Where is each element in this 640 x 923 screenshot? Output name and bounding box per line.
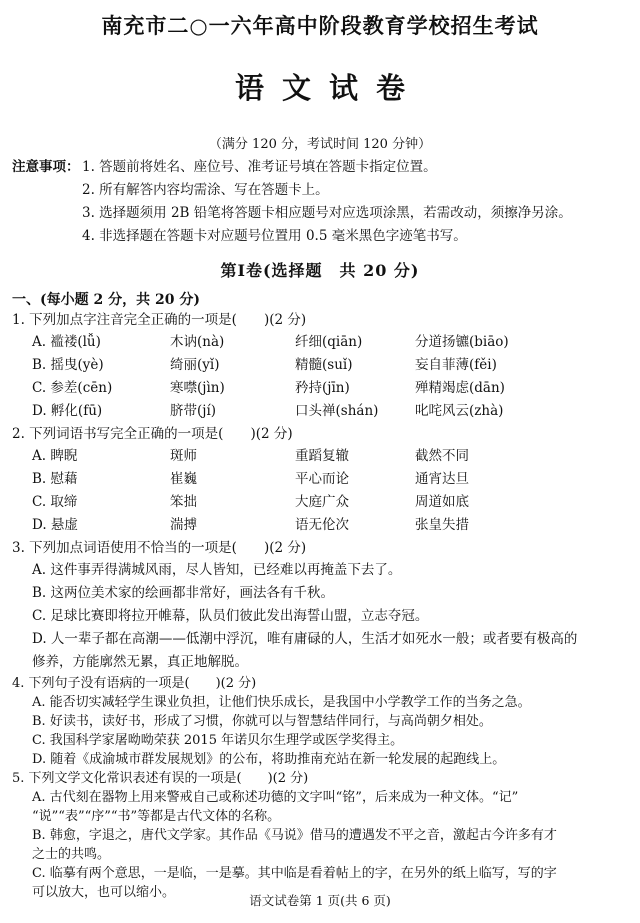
option-cell: 重蹈复辙: [295, 448, 349, 464]
question-5-stem: 5. 下列文学文化常识表述有误的一项是( )(2 分): [12, 771, 309, 786]
option-cell: 绮丽(yǐ): [170, 357, 220, 373]
option-cell: 叱咤风云(zhà): [415, 403, 504, 419]
question-5-option-c-cont: 可以放大，也可以缩小。: [32, 885, 176, 900]
question-4-option-c: C. 我国科学家屠呦呦荣获 2015 年诺贝尔生理学或医学奖得主。: [32, 733, 404, 748]
notice-item: 3. 选择题须用 2B 铅笔将答题卡相应题号对应选项涂黑，若需改动，须擦净另涂。: [82, 205, 572, 221]
question-1-options: [12, 331, 628, 423]
option-cell: 精髓(suǐ): [295, 357, 353, 373]
question-4-option-b: B. 好读书，读好书，形成了习惯，你就可以与智慧结伴同行，与高尚朝夕相处。: [32, 714, 492, 729]
option-cell: 张皇失措: [415, 517, 469, 533]
question-5-option-a-cont: “说”“表”“序”“书”等都是古代文体的名称。: [32, 809, 281, 824]
question-5-option-a: A. 古代刻在器物上用来警戒自己或称述功德的文字叫“铭”，后来成为一种文体。“记”: [32, 790, 519, 805]
option-cell: 脐带(jí): [170, 403, 217, 419]
question-3-option-c: C. 足球比赛即将拉开帷幕，队员们彼此发出海誓山盟，立志夺冠。: [32, 608, 429, 624]
option-cell: 殚精竭虑(dān): [415, 380, 505, 396]
question-1-stem: 1. 下列加点字注音完全正确的一项是( )(2 分): [12, 312, 307, 328]
option-cell: C. 参差(cēn): [32, 380, 113, 396]
option-cell: 木讷(nà): [170, 334, 225, 350]
question-3-option-a: A. 这件事弄得满城风雨，尽人皆知，已经难以再掩盖下去了。: [32, 562, 402, 578]
option-cell: 崔巍: [170, 471, 197, 487]
question-2-stem: 2. 下列词语书写完全正确的一项是( )(2 分): [12, 426, 293, 442]
notice-block: [12, 156, 628, 248]
part-title: 一、(每小题 2 分，共 20 分): [12, 292, 200, 308]
option-cell: 通宵达旦: [415, 471, 469, 487]
option-cell: D. 孵化(fū): [32, 403, 103, 419]
section-title: 第Ⅰ卷(选择题 共 20 分): [220, 261, 420, 280]
option-cell: 湍搏: [170, 517, 197, 533]
notice-row: [12, 202, 628, 225]
option-cell: 截然不同: [415, 448, 469, 464]
option-cell: B. 摇曳(yè): [32, 357, 104, 373]
notice-label: 注意事项：: [12, 159, 80, 175]
notice-row: [12, 156, 628, 179]
option-cell: 口头禅(shán): [295, 403, 379, 419]
question-2-options: [12, 445, 628, 537]
question-5-option-c: C. 临摹有两个意思，一是临，一是摹。其中临是看着帖上的字，在另外的纸上临写，写的字: [32, 866, 557, 881]
page-footer: 语文试卷第 1 页(共 6 页): [249, 893, 391, 908]
notice-row: [12, 225, 628, 248]
exam-meta: （满分 120 分，考试时间 120 分钟）: [208, 137, 432, 152]
option-cell: 纤细(qiān): [295, 334, 363, 350]
option-cell: C. 取缔: [32, 494, 78, 510]
option-cell: 笨拙: [170, 494, 197, 510]
option-cell: 妄自菲薄(fěi): [415, 357, 497, 373]
option-cell: B. 慰藉: [32, 471, 78, 487]
option-cell: 矜持(jīn): [295, 380, 350, 396]
notice-item: 1. 答题前将姓名、座位号、准考证号填在答题卡指定位置。: [82, 159, 437, 175]
notice-item: 4. 非选择题在答题卡对应题号位置用 0.5 毫米黑色字迹笔书写。: [82, 228, 467, 244]
exam-title: 南充市二○一六年高中阶段教育学校招生考试: [101, 13, 539, 38]
option-cell: D. 悬虚: [32, 517, 78, 533]
question-3-option-d: D. 人一辈子都在高潮——低潮中浮沉，唯有庸碌的人，生活才如死水一般；或者要有极高的: [32, 631, 578, 647]
option-cell: A. 褴褛(lǚ): [32, 334, 101, 350]
notice-row: [12, 179, 628, 202]
option-cell: 大庭广众: [295, 494, 349, 510]
option-cell: 语无伦次: [295, 517, 349, 533]
question-4-stem: 4. 下列句子没有语病的一项是( )(2 分): [12, 676, 257, 691]
question-3-option-b: B. 这两位美术家的绘画都非常好，画法各有千秋。: [32, 585, 335, 601]
notice-item: 2. 所有解答内容均需涂、写在答题卡上。: [82, 182, 329, 198]
exam-subtitle: 语文试卷: [234, 71, 423, 105]
question-4-option-a: A. 能否切实减轻学生课业负担，让他们快乐成长，是我国中小学教学工作的当务之急。: [32, 695, 531, 710]
question-5-option-b: B. 韩愈，字退之，唐代文学家。其作品《马说》借马的遭遇发不平之音，激起古今许多有才: [32, 828, 557, 843]
option-cell: 平心而论: [295, 471, 349, 487]
option-cell: 斑师: [170, 448, 197, 464]
option-cell: 周道如底: [415, 494, 469, 510]
question-4-option-d: D. 随着《成渝城市群发展规划》的公布，将助推南充站在新一轮发展的起跑线上。: [32, 752, 506, 767]
option-cell: 寒噤(jìn): [170, 380, 225, 396]
option-cell: 分道扬镳(biāo): [415, 334, 509, 350]
option-cell: A. 睥睨: [32, 448, 78, 464]
question-3-stem: 3. 下列加点词语使用不恰当的一项是( )(2 分): [12, 540, 307, 556]
question-5-option-b-cont: 之士的共鸣。: [32, 847, 111, 862]
question-3-option-d-cont: 修养，方能廓然无累，真正地解脱。: [32, 654, 248, 670]
